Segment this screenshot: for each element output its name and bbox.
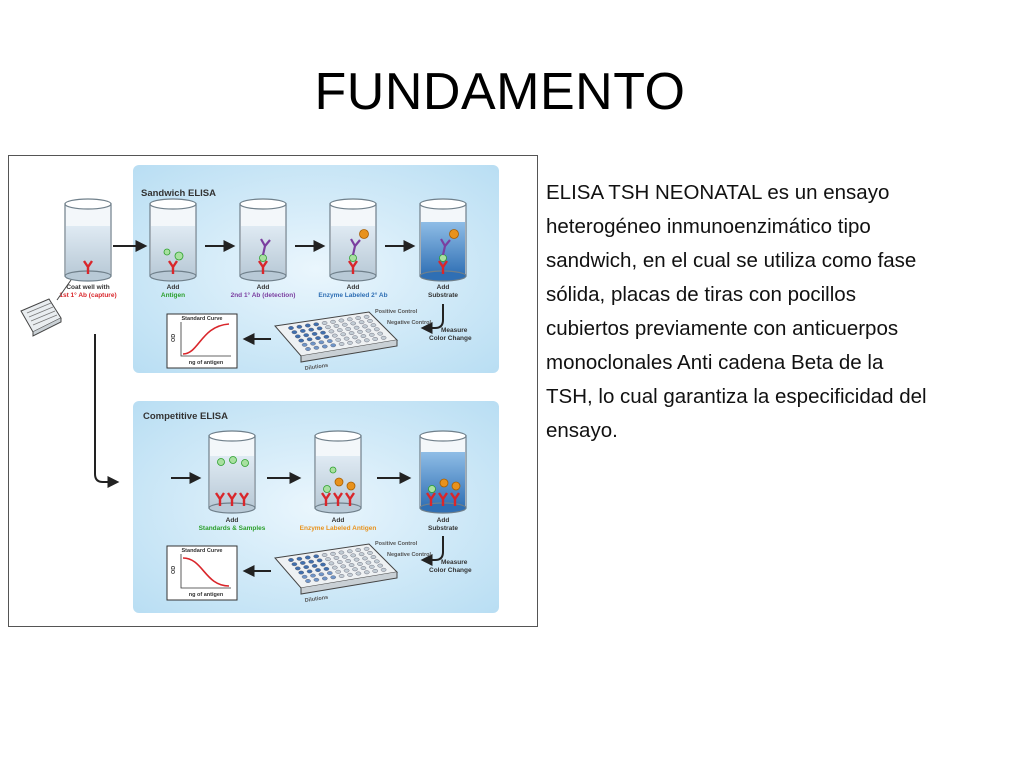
plate-well: [352, 336, 357, 339]
plate-well: [337, 329, 342, 332]
plate-well: [367, 551, 372, 554]
sandwich-heading: Sandwich ELISA: [141, 188, 216, 199]
sandwich-curve-x: ng of antigen: [188, 360, 224, 366]
sandwich-curve-y: OD: [171, 333, 177, 342]
description-line: heterogéneo inmunoenzimático tipo: [546, 215, 871, 238]
plate-well: [371, 555, 376, 558]
competitive-step2-line2: Enzyme Labeled Antigen: [299, 525, 377, 532]
plate-well: [366, 561, 371, 564]
competitive-step2-line1: Add: [331, 517, 345, 524]
plate-well: [369, 333, 374, 336]
plate-well: [304, 334, 309, 337]
plate-well: [327, 571, 332, 574]
plate-well: [349, 563, 354, 566]
plate-well: [317, 559, 322, 562]
plate-well: [354, 558, 359, 561]
plate-well: [314, 555, 319, 558]
plate-well: [307, 570, 312, 573]
plate-well: [378, 564, 383, 567]
plate-well: [330, 320, 335, 323]
plate-well: [364, 339, 369, 342]
plate-well: [297, 325, 302, 328]
plate-well: [347, 550, 352, 553]
description-line: sandwich, en el cual se utiliza como fase: [546, 249, 917, 272]
competitive-curve-title: Standard Curve: [181, 548, 223, 554]
plate-well: [339, 319, 344, 322]
microplate-icon: [21, 299, 61, 336]
plate-well: [374, 328, 379, 331]
plate-well: [314, 323, 319, 326]
plate-well: [354, 326, 359, 329]
plate-well: [309, 560, 314, 563]
plate-well: [288, 326, 293, 329]
sandwich-step2-line1: Add: [256, 284, 270, 291]
plate-well: [357, 562, 362, 565]
competitive-heading: Competitive ELISA: [143, 411, 228, 422]
plate-well: [359, 553, 364, 556]
sandwich-curve-title: Standard Curve: [181, 316, 223, 322]
sandwich-tube-1: [150, 199, 196, 281]
plate-well: [324, 335, 329, 338]
plate-well: [364, 315, 369, 318]
plate-well: [329, 562, 334, 565]
plate-well: [347, 573, 352, 576]
plate-well: [341, 565, 346, 568]
plate-well: [341, 333, 346, 336]
competitive-dilutions: Dilutions: [304, 594, 329, 604]
plate-well: [322, 577, 327, 580]
description-line: sólida, placas de tiras con pocillos: [546, 283, 856, 306]
plate-well: [361, 334, 366, 337]
competitive-step1-line1: Add: [225, 517, 239, 524]
sandwich-measure2: Color Change: [429, 335, 472, 342]
plate-well: [312, 332, 317, 335]
plate-well: [331, 576, 336, 579]
plate-well: [331, 344, 336, 347]
plate-well: [325, 558, 330, 561]
plate-well: [332, 566, 337, 569]
sandwich-positive: Positive Control: [375, 309, 418, 315]
competitive-step3-line1: Add: [436, 517, 450, 524]
plate-well: [351, 554, 356, 557]
plate-well: [305, 579, 310, 582]
competitive-measure1: Measure: [441, 559, 468, 566]
plate-well: [359, 321, 364, 324]
coat-label-line2: 1st 1° Ab (capture): [59, 292, 117, 299]
plate-well: [342, 323, 347, 326]
plate-well: [334, 324, 339, 327]
plate-well: [347, 318, 352, 321]
sandwich-tube-4: [420, 199, 466, 281]
sandwich-step1-line1: Add: [166, 284, 180, 291]
plate-well: [349, 331, 354, 334]
plate-well: [339, 342, 344, 345]
plate-well: [356, 572, 361, 575]
plate-well: [337, 560, 342, 563]
plate-well: [300, 329, 305, 332]
plate-well: [367, 319, 372, 322]
plate-well: [346, 559, 351, 562]
elisa-figure: [8, 155, 538, 627]
plate-well: [314, 578, 319, 581]
description-text: [546, 176, 1022, 448]
plate-well: [315, 336, 320, 339]
plate-well: [344, 337, 349, 340]
sandwich-step2-line2: 2nd 1° Ab (detection): [230, 292, 296, 299]
competitive-curve-x: ng of antigen: [188, 592, 224, 598]
plate-well: [344, 569, 349, 572]
plate-well: [322, 345, 327, 348]
sandwich-step3-line1: Add: [346, 284, 360, 291]
plate-well: [339, 551, 344, 554]
plate-well: [314, 346, 319, 349]
description-line: ensayo.: [546, 419, 618, 442]
plate-well: [356, 548, 361, 551]
plate-well: [295, 567, 300, 570]
plate-well: [324, 567, 329, 570]
plate-well: [312, 564, 317, 567]
plate-well: [347, 341, 352, 344]
plate-well: [305, 347, 310, 350]
competitive-step3-line2: Substrate: [428, 525, 458, 532]
plate-well: [299, 571, 304, 574]
plate-well: [373, 569, 378, 572]
plate-well: [366, 329, 371, 332]
competitive-tube-1: [209, 431, 255, 513]
competitive-step1-line2: Standards & Samples: [198, 525, 266, 532]
sandwich-tube-3: [330, 199, 376, 281]
competitive-tube-3: [420, 431, 466, 513]
elisa-diagram: [9, 156, 537, 626]
sandwich-step4-line2: Substrate: [428, 292, 458, 299]
plate-well: [352, 568, 357, 571]
sandwich-negative: Negative Control: [387, 320, 432, 326]
plate-well: [346, 327, 351, 330]
plate-well: [329, 330, 334, 333]
plate-well: [307, 338, 312, 341]
competitive-tube-2: [315, 431, 361, 513]
sandwich-step3-line2: Enzyme Labeled 2° Ab: [318, 292, 388, 299]
competitive-measure2: Color Change: [429, 567, 472, 574]
sandwich-dilutions: Dilutions: [304, 362, 329, 372]
plate-well: [356, 316, 361, 319]
plate-well: [302, 575, 307, 578]
competitive-negative: Negative Control: [387, 552, 432, 558]
plate-well: [309, 328, 314, 331]
plate-well: [332, 334, 337, 337]
plate-well: [336, 338, 341, 341]
description-line: TSH, lo cual garantiza la especificidad del: [546, 385, 927, 408]
plate-well: [336, 570, 341, 573]
plate-well: [381, 568, 386, 571]
plate-well: [317, 327, 322, 330]
plate-well: [371, 324, 376, 327]
plate-well: [339, 574, 344, 577]
plate-well: [362, 557, 367, 560]
plate-well: [322, 321, 327, 324]
plate-well: [300, 561, 305, 564]
plate-well: [356, 340, 361, 343]
plate-well: [378, 332, 383, 335]
plate-well: [327, 339, 332, 342]
plate-well: [381, 336, 386, 339]
plate-well: [292, 331, 297, 334]
sandwich-measure1: Measure: [441, 327, 468, 334]
plate-well: [299, 339, 304, 342]
competitive-curve-y: OD: [171, 565, 177, 574]
coat-well-tube: [65, 199, 111, 281]
plate-well: [288, 558, 293, 561]
sandwich-step1-line2: Antigen: [160, 292, 186, 299]
plate-well: [319, 573, 324, 576]
plate-well: [342, 555, 347, 558]
plate-well: [320, 331, 325, 334]
plate-well: [315, 568, 320, 571]
plate-well: [357, 330, 362, 333]
plate-well: [330, 552, 335, 555]
sandwich-step4-line1: Add: [436, 284, 450, 291]
plate-well: [351, 322, 356, 325]
plate-well: [305, 556, 310, 559]
plate-well: [305, 324, 310, 327]
plate-well: [325, 326, 330, 329]
plate-well: [373, 337, 378, 340]
coat-label-line1: Coat well with: [66, 284, 110, 291]
flow-arrow-competitive: [95, 334, 117, 482]
plate-well: [304, 565, 309, 568]
plate-well: [295, 335, 300, 338]
plate-well: [374, 560, 379, 563]
sandwich-tube-2: [240, 199, 286, 281]
plate-well: [302, 343, 307, 346]
plate-well: [361, 566, 366, 569]
plate-well: [364, 547, 369, 550]
plate-well: [334, 556, 339, 559]
plate-well: [364, 571, 369, 574]
plate-well: [319, 341, 324, 344]
description-line: cubiertos previamente con anticuerpos: [546, 317, 899, 340]
plate-well: [369, 565, 374, 568]
plate-well: [310, 574, 315, 577]
slide-title: FUNDAMENTO: [314, 63, 686, 121]
description-line: monoclonales Anti cadena Beta de la: [546, 351, 884, 374]
plate-well: [292, 563, 297, 566]
description-line: ELISA TSH NEONATAL es un ensayo: [546, 181, 890, 204]
plate-well: [362, 325, 367, 328]
competitive-positive: Positive Control: [375, 541, 418, 547]
plate-well: [320, 563, 325, 566]
plate-well: [322, 553, 327, 556]
plate-well: [310, 342, 315, 345]
plate-well: [297, 557, 302, 560]
